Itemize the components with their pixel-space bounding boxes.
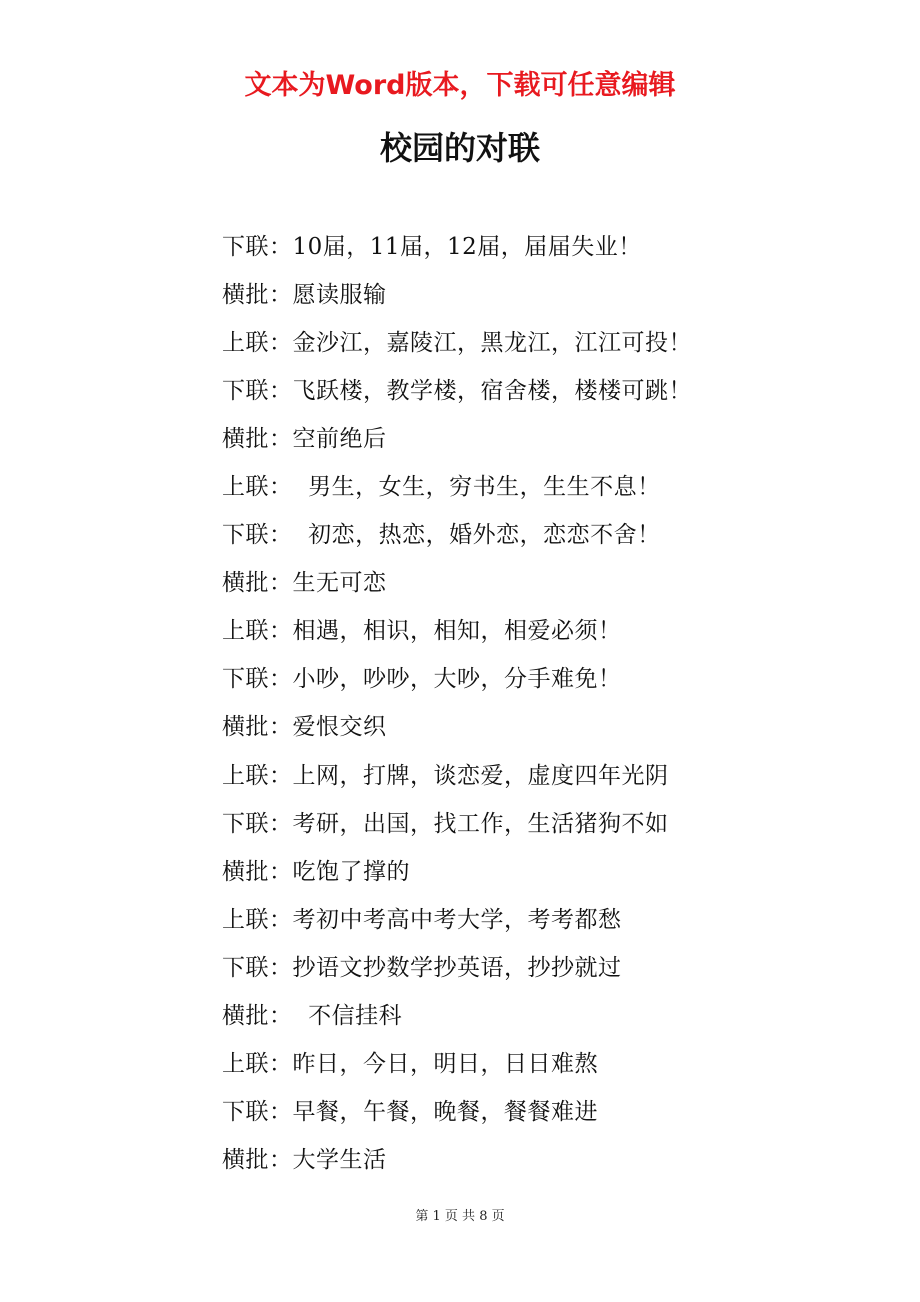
couplet-label: 下联： bbox=[222, 810, 293, 837]
couplet-line bbox=[222, 1086, 822, 1134]
couplet-text: 考研，出国，找工作，生活猪狗不如 bbox=[292, 810, 669, 837]
couplet-label: 上联： bbox=[222, 329, 293, 356]
couplet-line bbox=[222, 605, 822, 653]
couplet-line bbox=[222, 749, 822, 797]
couplet-label: 上联： bbox=[222, 1051, 293, 1078]
page-title: 校园的对联 bbox=[379, 129, 540, 167]
couplet-line bbox=[222, 653, 822, 701]
couplet-text: 爱恨交织 bbox=[292, 714, 387, 741]
couplet-list bbox=[222, 220, 822, 1182]
couplet-text: 相遇，相识，相知，相爱必须！ bbox=[292, 618, 622, 645]
couplet-label: 下联： bbox=[222, 666, 293, 693]
couplet-line bbox=[222, 364, 822, 412]
couplet-line bbox=[222, 460, 822, 508]
couplet-line bbox=[222, 845, 822, 893]
couplet-line bbox=[222, 1134, 822, 1182]
couplet-text: 吃饱了撑的 bbox=[292, 858, 410, 885]
couplet-text: 金沙江，嘉陵江，黑龙江，江江可投！ bbox=[292, 329, 692, 356]
couplet-line bbox=[222, 893, 822, 941]
word-version-banner: 文本为Word版本，下载可任意编辑 bbox=[244, 70, 676, 101]
couplet-label: 下联： bbox=[222, 233, 293, 260]
couplet-label: 横批： bbox=[222, 570, 293, 597]
couplet-label: 上联： bbox=[222, 906, 293, 933]
couplet-text: 不信挂科 bbox=[292, 1003, 403, 1030]
couplet-line bbox=[222, 990, 822, 1038]
couplet-text: 考初中考高中考大学，考考都愁 bbox=[292, 906, 622, 933]
couplet-label: 横批： bbox=[222, 714, 293, 741]
couplet-text: 早餐，午餐，晚餐，餐餐难进 bbox=[292, 1099, 598, 1126]
couplet-text: 昨日，今日，明日，日日难熬 bbox=[292, 1051, 598, 1078]
couplet-text: 空前绝后 bbox=[292, 425, 387, 452]
couplet-line bbox=[222, 316, 822, 364]
couplet-text: 小吵，吵吵，大吵，分手难免！ bbox=[292, 666, 622, 693]
couplet-label: 下联： bbox=[222, 1099, 293, 1126]
couplet-label: 上联： bbox=[222, 618, 293, 645]
couplet-line bbox=[222, 701, 822, 749]
couplet-line bbox=[222, 412, 822, 460]
couplet-text: 上网，打牌，谈恋爱，虚度四年光阴 bbox=[292, 762, 669, 789]
couplet-text: 抄语文抄数学抄英语，抄抄就过 bbox=[292, 954, 622, 981]
couplet-label: 横批： bbox=[222, 1003, 293, 1030]
couplet-label: 下联： bbox=[222, 377, 293, 404]
page-number-footer: 第 1 页 共 8 页 bbox=[415, 1209, 505, 1224]
couplet-line bbox=[222, 1038, 822, 1086]
couplet-text: 愿读服输 bbox=[292, 281, 387, 308]
couplet-text: 10届，11届，12届，届届失业！ bbox=[292, 233, 642, 260]
couplet-label: 下联： bbox=[222, 954, 293, 981]
couplet-label: 横批： bbox=[222, 425, 293, 452]
couplet-text: 生无可恋 bbox=[292, 570, 387, 597]
couplet-line bbox=[222, 509, 822, 557]
couplet-text: 飞跃楼，教学楼，宿舍楼，楼楼可跳！ bbox=[292, 377, 692, 404]
couplet-line bbox=[222, 941, 822, 989]
couplet-label: 横批： bbox=[222, 281, 293, 308]
couplet-label: 上联： bbox=[222, 474, 293, 501]
couplet-label: 横批： bbox=[222, 858, 293, 885]
couplet-text: 男生，女生，穷书生，生生不息！ bbox=[292, 474, 661, 501]
couplet-label: 横批： bbox=[222, 1147, 293, 1174]
couplet-text: 初恋，热恋，婚外恋，恋恋不舍！ bbox=[292, 522, 661, 549]
couplet-line bbox=[222, 268, 822, 316]
couplet-label: 下联： bbox=[222, 522, 293, 549]
couplet-line bbox=[222, 557, 822, 605]
couplet-text: 大学生活 bbox=[292, 1147, 387, 1174]
couplet-label: 上联： bbox=[222, 762, 293, 789]
couplet-line bbox=[222, 797, 822, 845]
couplet-line bbox=[222, 220, 822, 268]
